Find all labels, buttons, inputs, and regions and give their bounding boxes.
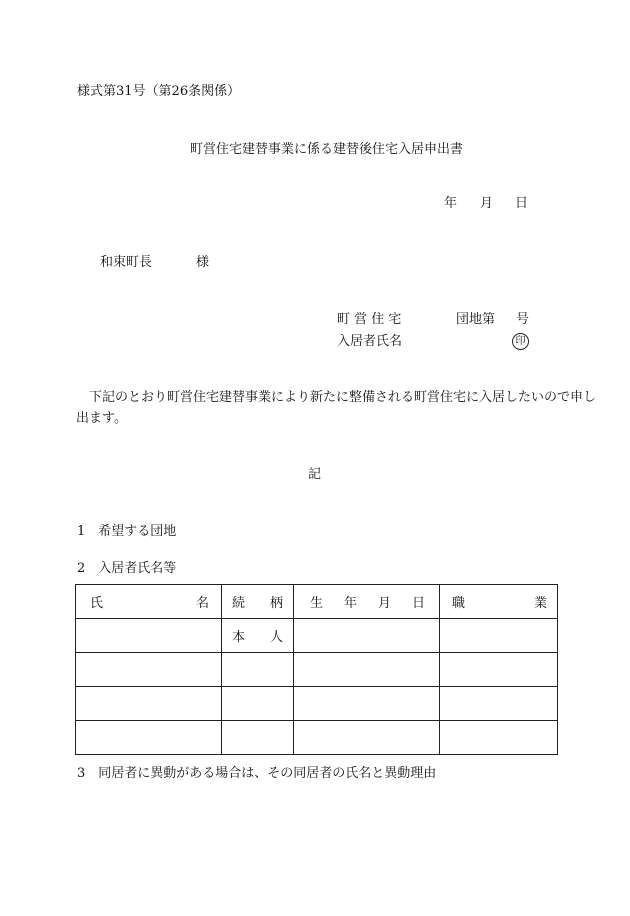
resident-table xyxy=(75,584,558,755)
ki-heading: 記 xyxy=(308,467,322,482)
cell-relation[interactable] xyxy=(222,687,294,721)
cell-birthdate[interactable] xyxy=(294,619,440,653)
header-occupation-char2: 業 xyxy=(533,596,547,611)
date-month-label: 月 xyxy=(480,196,494,211)
header-birth-char1: 生 xyxy=(310,596,324,611)
header-birthdate xyxy=(294,585,440,619)
header-birth-char2: 年 xyxy=(343,596,357,611)
addressee-honorific: 様 xyxy=(196,255,210,270)
body-text-line2: 出ます。 xyxy=(76,411,127,426)
header-occupation xyxy=(440,585,558,619)
cell-name[interactable] xyxy=(76,619,222,653)
table-row xyxy=(76,619,558,653)
header-birth-char3: 月 xyxy=(377,596,391,611)
cell-name[interactable] xyxy=(76,721,222,755)
document-title: 町営住宅建替事業に係る建替後住宅入居申出書 xyxy=(190,142,464,157)
cell-relation[interactable] xyxy=(222,653,294,687)
item-1: 1 希望する団地 xyxy=(77,524,177,539)
header-relation-char1: 続 xyxy=(232,596,246,611)
cell-birthdate[interactable] xyxy=(294,687,440,721)
header-name xyxy=(76,585,222,619)
header-name-char1: 氏 xyxy=(90,596,104,611)
cell-occupation[interactable] xyxy=(440,619,558,653)
cell-birthdate[interactable] xyxy=(294,721,440,755)
housing-label: 町 営 住 宅 xyxy=(337,312,402,327)
seal-mark: 印 xyxy=(512,333,529,350)
cell-name[interactable] xyxy=(76,687,222,721)
header-birth-char4: 日 xyxy=(411,596,425,611)
table-row xyxy=(76,653,558,687)
item-3: 3 同居者に異動がある場合は、その同居者の氏名と異動理由 xyxy=(77,766,437,781)
date-day-label: 日 xyxy=(515,196,529,211)
cell-name[interactable] xyxy=(76,653,222,687)
relation-self-char1: 本 xyxy=(232,630,246,645)
cell-occupation[interactable] xyxy=(440,687,558,721)
addressee-name: 和束町長 xyxy=(100,255,153,270)
applicant-name-label: 入居者氏名 xyxy=(337,334,403,349)
body-text-line1: 下記のとおり町営住宅建替事業により新たに整備される町営住宅に入居したいので申し xyxy=(89,390,597,405)
item-2: 2 入居者氏名等 xyxy=(77,561,177,576)
header-relation-char2: 柄 xyxy=(269,596,283,611)
date-year-label: 年 xyxy=(444,196,458,211)
cell-relation xyxy=(222,619,294,653)
cell-relation[interactable] xyxy=(222,721,294,755)
cell-birthdate[interactable] xyxy=(294,653,440,687)
table-row xyxy=(76,721,558,755)
table-header-row xyxy=(76,585,558,619)
relation-self-char2: 人 xyxy=(269,630,283,645)
cell-occupation[interactable] xyxy=(440,721,558,755)
header-relation xyxy=(222,585,294,619)
header-occupation-char1: 職 xyxy=(452,596,466,611)
table-row xyxy=(76,687,558,721)
number-suffix: 号 xyxy=(516,312,530,327)
header-name-char2: 名 xyxy=(195,596,209,611)
cell-occupation[interactable] xyxy=(440,653,558,687)
form-number: 様式第31号（第26条関係） xyxy=(77,84,241,99)
complex-label: 団地第 xyxy=(456,312,496,327)
